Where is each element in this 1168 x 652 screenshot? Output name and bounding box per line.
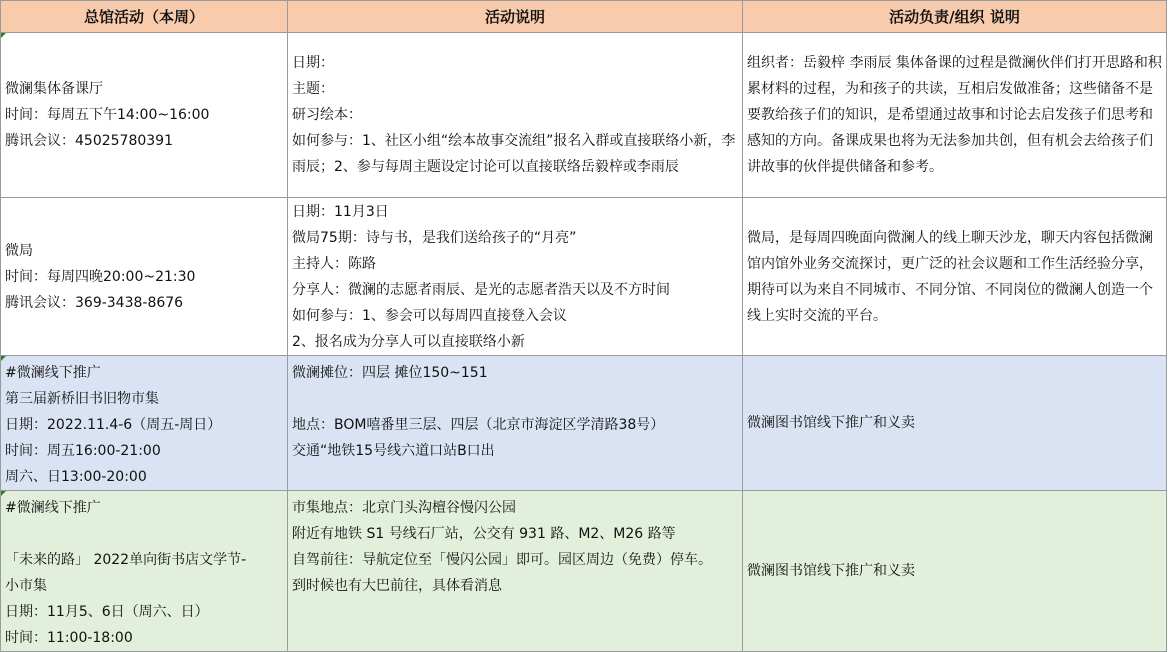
cell-line: 微局75期：诗与书，是我们送给孩子的“月亮” bbox=[292, 229, 577, 246]
table-row bbox=[1, 491, 1167, 652]
cell-activity[interactable] bbox=[1, 356, 288, 491]
cell-line: 地点：BOM嘻番里三层、四层（北京市海淀区学清路38号） bbox=[292, 417, 665, 433]
table-row bbox=[1, 198, 1167, 356]
cell-text: 自驾前往：导航定位至「慢闪公园」即可。园区周边（免费）停车。 bbox=[292, 552, 712, 568]
cell-description[interactable] bbox=[288, 356, 743, 491]
cell-line: 时间：每周四晚20:00~21:30 bbox=[5, 268, 196, 285]
cell-line bbox=[5, 521, 283, 547]
cell-line: 微局 bbox=[5, 242, 33, 259]
cell-text: 如何参与：1、社区小组“绘本故事交流组”报名入群或直接联络小新，李雨辰；2、参与每周主题设定讨论可以直接联络岳毅梓或李雨辰 bbox=[292, 133, 736, 175]
table-row bbox=[1, 33, 1167, 198]
header-cell-description[interactable]: 活动说明 bbox=[288, 1, 743, 33]
cell-activity[interactable] bbox=[1, 198, 288, 356]
cell-line: 时间：周五16:00-21:00 bbox=[5, 443, 161, 459]
cell-line: 腾讯会议：369-3438-8676 bbox=[5, 294, 184, 311]
cell-line: 附近有地铁 S1 号线石厂站，公交有 931 路、M2、M26 路等 bbox=[292, 526, 676, 542]
cell-line: 时间：11:00-18:00 bbox=[5, 630, 133, 646]
cell-line: #微澜线下推广 bbox=[5, 365, 101, 381]
cell-organizer[interactable] bbox=[743, 491, 1167, 652]
cell-line: 时间：每周五下午14:00~16:00 bbox=[5, 107, 210, 123]
cell-activity[interactable] bbox=[1, 33, 288, 198]
cell-text: 组织者：岳毅梓 李雨辰 集体备课的过程是微澜伙伴们打开思路和积累材料的过程，为和孩子的共读，互相启发做准备；这些储备不是要教给孩子们的知识，是希望通过故事和讨论去启发孩子们思考和感知的方向。备课成果也将为无法参加共创，但有机会去给孩子们讲故事的伙伴提供储备和参考。 bbox=[747, 55, 1162, 175]
cell-line: 日期：11月3日 bbox=[292, 203, 389, 220]
table-row bbox=[1, 356, 1167, 491]
cell-line: 周六、日13:00-20:00 bbox=[5, 469, 147, 485]
cell-line: 微澜摊位：四层 摊位150~151 bbox=[292, 365, 488, 381]
cell-organizer[interactable] bbox=[743, 356, 1167, 491]
cell-line: 主持人：陈路 bbox=[292, 255, 376, 272]
cell-line: 如何参与：1、参会可以每周四直接登入会议 bbox=[292, 307, 567, 324]
cell-description[interactable] bbox=[288, 33, 743, 198]
cell-line bbox=[292, 386, 738, 412]
cell-text: 微澜图书馆线下推广和义卖 bbox=[747, 563, 915, 579]
cell-line: 日期： bbox=[292, 55, 334, 71]
cell-organizer[interactable] bbox=[743, 198, 1167, 356]
header-row bbox=[1, 1, 1167, 33]
header-cell-organizer[interactable]: 活动负责/组织 说明 bbox=[743, 1, 1167, 33]
header-cell-activity[interactable]: 总馆活动（本周） bbox=[1, 1, 288, 33]
cell-line: 交通“地铁15号线六道口站B口出 bbox=[292, 443, 495, 459]
cell-line: 「未来的路」 2022单向街书店文学节- bbox=[5, 552, 247, 568]
cell-line: 市集地点：北京门头沟檀谷慢闪公园 bbox=[292, 500, 516, 516]
cell-text: 微局，是每周四晚面向微澜人的线上聊天沙龙，聊天内容包括微澜馆内馆外业务交流探讨，更广泛的社会议题和工作生活经验分享，期待可以为来自不同城市、不同分馆、不同岗位的微澜人创造一个线上实时交流的平台。 bbox=[747, 229, 1153, 324]
cell-text: 微澜图书馆线下推广和义卖 bbox=[747, 415, 915, 431]
cell-line: 日期：2022.11.4-6（周五-周日） bbox=[5, 417, 222, 433]
cell-organizer[interactable] bbox=[743, 33, 1167, 198]
cell-line: 小市集 bbox=[5, 578, 47, 594]
cell-line: 主题： bbox=[292, 81, 334, 97]
cell-activity[interactable] bbox=[1, 491, 288, 652]
cell-line: #微澜线下推广 bbox=[5, 500, 101, 516]
cell-line: 2、报名成为分享人可以直接联络小新 bbox=[292, 333, 525, 350]
cell-line: 研习绘本： bbox=[292, 107, 362, 123]
cell-line: 第三届新桥旧书旧物市集 bbox=[5, 391, 159, 407]
cell-description[interactable] bbox=[288, 198, 743, 356]
cell-line: 分享人：微澜的志愿者雨辰、是光的志愿者浩天以及不方时间 bbox=[292, 281, 670, 298]
cell-line: 腾讯会议：45025780391 bbox=[5, 133, 173, 149]
cell-line: 微澜集体备课厅 bbox=[5, 81, 103, 97]
cell-line: 日期：11月5、6日（周六、日） bbox=[5, 604, 209, 620]
cell-line: 到时候也有大巴前往，具体看消息 bbox=[292, 578, 502, 594]
cell-description[interactable] bbox=[288, 491, 743, 652]
